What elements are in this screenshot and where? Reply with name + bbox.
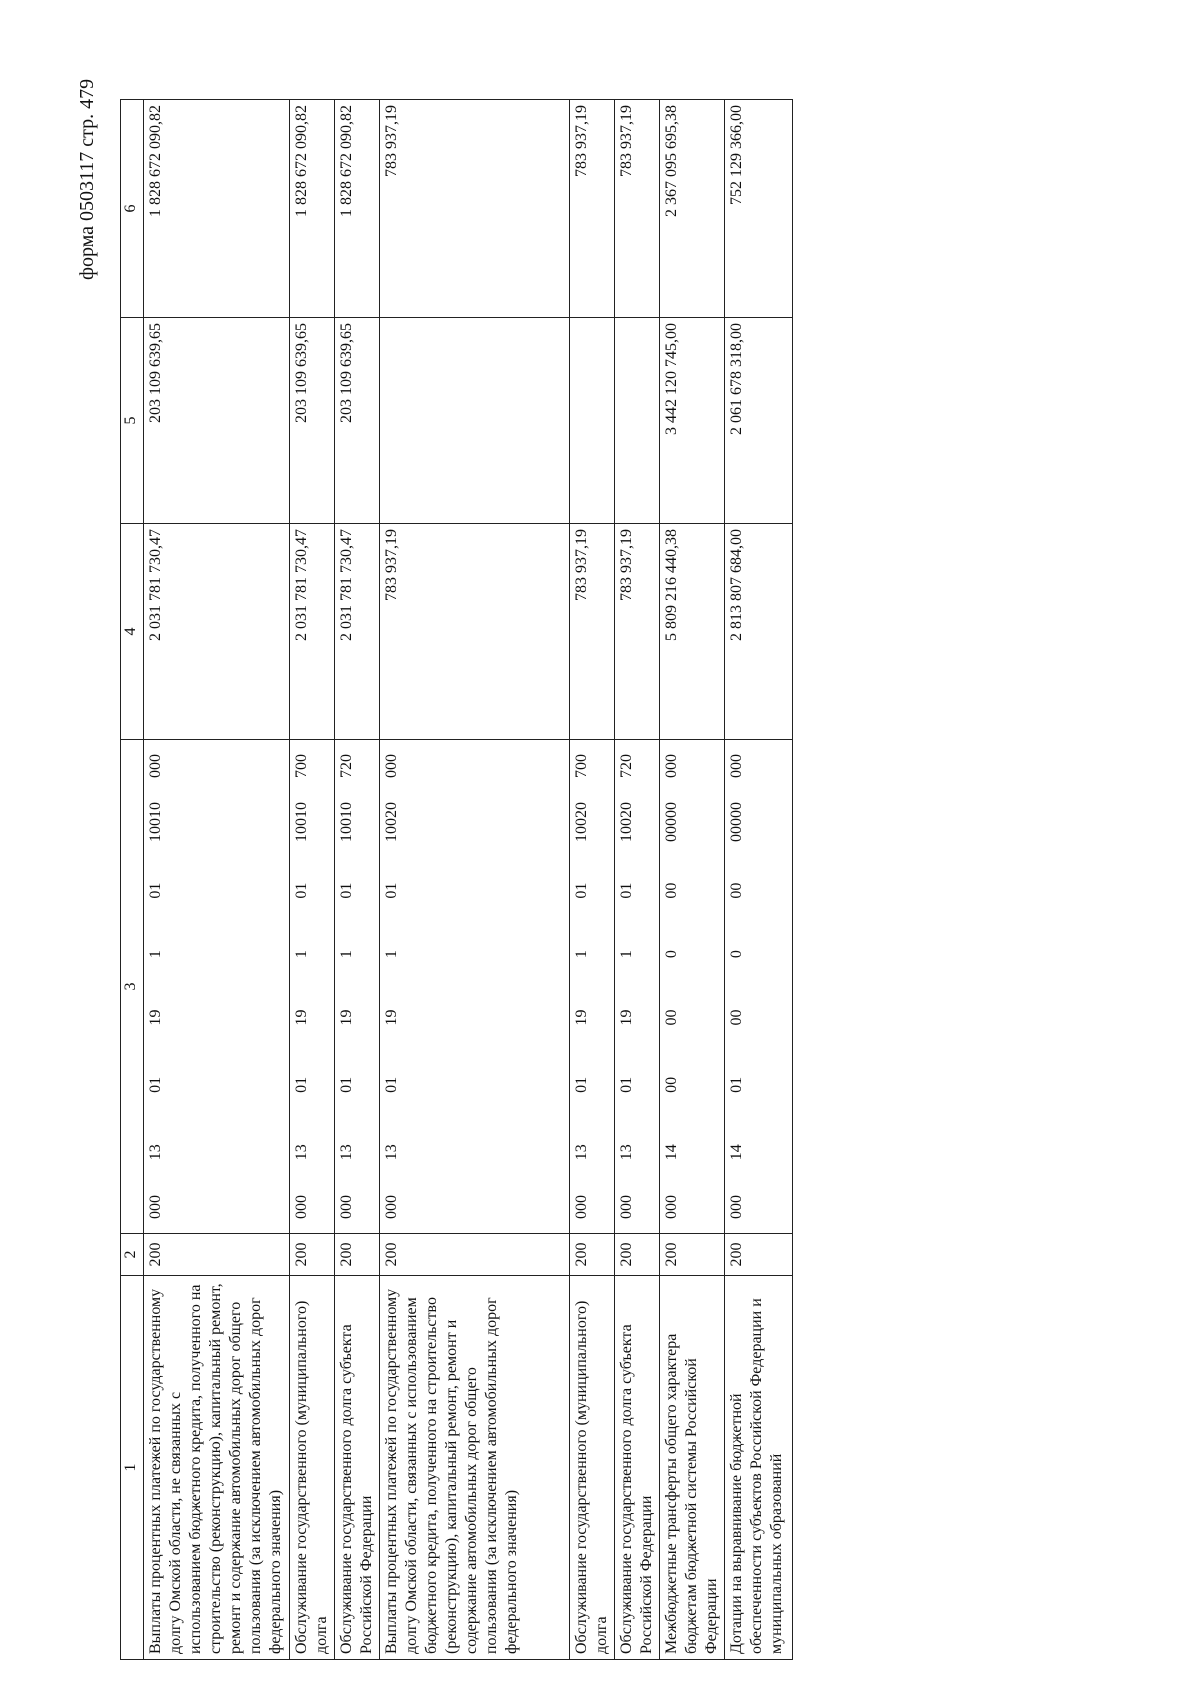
- table-row: [660, 100, 725, 1660]
- row-name: Дотации на выравнивание бюджетной обеспеченности субъектов Российской Федерации и муниципальных образований: [725, 1276, 793, 1660]
- code-part: 000: [383, 1195, 400, 1219]
- code-part: 01: [383, 882, 400, 899]
- row-approved: 783 937,19: [570, 524, 615, 740]
- code-part: 000: [663, 1195, 680, 1219]
- code-part: 13: [618, 1144, 635, 1161]
- code-part: 700: [293, 753, 310, 778]
- row-unexecuted: 1 828 672 090,82: [335, 100, 380, 318]
- code-part: 10020: [383, 801, 400, 842]
- row-executed: 3 442 120 745,00: [660, 318, 725, 524]
- row-approved: 783 937,19: [615, 524, 660, 740]
- code-part: 19: [618, 1009, 635, 1026]
- code-part: 13: [573, 1144, 590, 1161]
- row-line-code: 200: [570, 1234, 615, 1276]
- row-unexecuted: 783 937,19: [615, 100, 660, 318]
- code-part: 000: [147, 1195, 164, 1219]
- budget-table: [120, 99, 793, 1660]
- table-row: [335, 100, 380, 1660]
- code-part: 19: [293, 1009, 310, 1026]
- row-budget-code: [570, 740, 615, 1234]
- code-part: 10010: [147, 801, 164, 842]
- column-number: 2: [121, 1234, 144, 1276]
- row-unexecuted: 2 367 095 695,38: [660, 100, 725, 318]
- form-page-label: форма 0503117 стр. 479: [76, 78, 98, 280]
- row-name: Выплаты процентных платежей по государственному долгу Омской области, связанных с использованием бюджетного кредита, полученного на строительство (реконструкцию), капитальный ремонт, ремонт и содержание автомобильных дорог общего пользования (за исключением автомобильных дорог федерального значения): [380, 1276, 570, 1660]
- row-name: Обслуживание государственного (муниципального) долга: [570, 1276, 615, 1660]
- row-budget-code: [380, 740, 570, 1234]
- code-part: 1: [383, 950, 400, 959]
- code-part: 19: [147, 1009, 164, 1026]
- code-part: 1: [293, 950, 310, 959]
- code-part: 000: [728, 1195, 745, 1219]
- row-budget-code: [290, 740, 335, 1234]
- row-name: Обслуживание государственного (муниципального) долга: [290, 1276, 335, 1660]
- row-executed: [380, 318, 570, 524]
- code-part: 00: [663, 1009, 680, 1026]
- row-executed: 203 109 639,65: [144, 318, 290, 524]
- code-part: 19: [383, 1009, 400, 1026]
- code-part: 000: [573, 1195, 590, 1219]
- code-part: 00: [728, 1009, 745, 1026]
- code-part: 01: [573, 882, 590, 899]
- code-part: 01: [293, 882, 310, 899]
- code-part: 01: [338, 882, 355, 899]
- row-budget-code: [660, 740, 725, 1234]
- row-unexecuted: 1 828 672 090,82: [290, 100, 335, 318]
- code-part: 10010: [338, 801, 355, 842]
- row-unexecuted: 783 937,19: [570, 100, 615, 318]
- row-budget-code: [725, 740, 793, 1234]
- code-part: 01: [147, 882, 164, 899]
- code-part: 700: [573, 753, 590, 778]
- column-number: 6: [121, 100, 144, 318]
- code-part: 000: [338, 1195, 355, 1219]
- row-line-code: 200: [144, 1234, 290, 1276]
- code-part: 00: [663, 1076, 680, 1093]
- row-approved: 2 031 781 730,47: [335, 524, 380, 740]
- column-number: 3: [121, 740, 144, 1234]
- row-name: Выплаты процентных платежей по государственному долгу Омской области, не связанных с использованием бюджетного кредита, полученного на строительство (реконструкцию), капитальный ремонт, ремонт и содержание автомобильных дорог общего пользования (за исключением автомобильных дорог федерального значения): [144, 1276, 290, 1660]
- row-budget-code: [335, 740, 380, 1234]
- code-part: 19: [338, 1009, 355, 1026]
- code-part: 10020: [573, 801, 590, 842]
- code-part: 00000: [728, 801, 745, 842]
- code-part: 000: [728, 753, 745, 778]
- code-part: 000: [293, 1195, 310, 1219]
- row-budget-code: [615, 740, 660, 1234]
- code-part: 14: [728, 1144, 745, 1161]
- table-row: [144, 100, 290, 1660]
- row-executed: [615, 318, 660, 524]
- code-part: 10020: [618, 801, 635, 842]
- row-executed: 2 061 678 318,00: [725, 318, 793, 524]
- code-part: 14: [663, 1144, 680, 1161]
- rotated-table-wrapper: [120, 100, 876, 1660]
- code-part: 0: [663, 950, 680, 959]
- row-line-code: 200: [290, 1234, 335, 1276]
- code-part: 01: [728, 1076, 745, 1093]
- code-part: 01: [338, 1076, 355, 1093]
- row-unexecuted: 783 937,19: [380, 100, 570, 318]
- code-part: 01: [618, 1076, 635, 1093]
- row-unexecuted: 1 828 672 090,82: [144, 100, 290, 318]
- row-executed: 203 109 639,65: [290, 318, 335, 524]
- code-part: 000: [383, 753, 400, 778]
- row-line-code: 200: [725, 1234, 793, 1276]
- code-part: 13: [383, 1144, 400, 1161]
- code-part: 1: [147, 950, 164, 959]
- row-approved: 2 031 781 730,47: [290, 524, 335, 740]
- code-part: 000: [663, 753, 680, 778]
- code-part: 1: [573, 950, 590, 959]
- table-row: [570, 100, 615, 1660]
- code-part: 720: [338, 753, 355, 778]
- code-part: 1: [338, 950, 355, 959]
- row-line-code: 200: [335, 1234, 380, 1276]
- code-part: 01: [147, 1076, 164, 1093]
- code-part: 00: [663, 882, 680, 899]
- code-part: 0: [728, 950, 745, 959]
- code-part: 13: [338, 1144, 355, 1161]
- row-budget-code: [144, 740, 290, 1234]
- row-approved: 783 937,19: [380, 524, 570, 740]
- code-part: 19: [573, 1009, 590, 1026]
- column-number-row: [121, 100, 144, 1660]
- code-part: 13: [293, 1144, 310, 1161]
- row-line-code: 200: [615, 1234, 660, 1276]
- row-approved: 2 031 781 730,47: [144, 524, 290, 740]
- row-name: Обслуживание государственного долга субъекта Российской Федерации: [335, 1276, 380, 1660]
- row-executed: 203 109 639,65: [335, 318, 380, 524]
- column-number: 1: [121, 1276, 144, 1660]
- code-part: 10010: [293, 801, 310, 842]
- table-row: [615, 100, 660, 1660]
- column-number: 5: [121, 318, 144, 524]
- row-approved: 5 809 216 440,38: [660, 524, 725, 740]
- code-part: 720: [618, 753, 635, 778]
- code-part: 01: [383, 1076, 400, 1093]
- code-part: 13: [147, 1144, 164, 1161]
- table-row: [725, 100, 793, 1660]
- code-part: 01: [573, 1076, 590, 1093]
- code-part: 1: [618, 950, 635, 959]
- row-name: Межбюджетные трансферты общего характера бюджетам бюджетной системы Российской Федерации: [660, 1276, 725, 1660]
- row-line-code: 200: [660, 1234, 725, 1276]
- table-row: [380, 100, 570, 1660]
- table-row: [290, 100, 335, 1660]
- row-line-code: 200: [380, 1234, 570, 1276]
- row-approved: 2 813 807 684,00: [725, 524, 793, 740]
- row-name: Обслуживание государственного долга субъекта Российской Федерации: [615, 1276, 660, 1660]
- code-part: 01: [293, 1076, 310, 1093]
- code-part: 00: [728, 882, 745, 899]
- row-executed: [570, 318, 615, 524]
- code-part: 000: [618, 1195, 635, 1219]
- row-unexecuted: 752 129 366,00: [725, 100, 793, 318]
- column-number: 4: [121, 524, 144, 740]
- code-part: 00000: [663, 801, 680, 842]
- code-part: 01: [618, 882, 635, 899]
- code-part: 000: [147, 753, 164, 778]
